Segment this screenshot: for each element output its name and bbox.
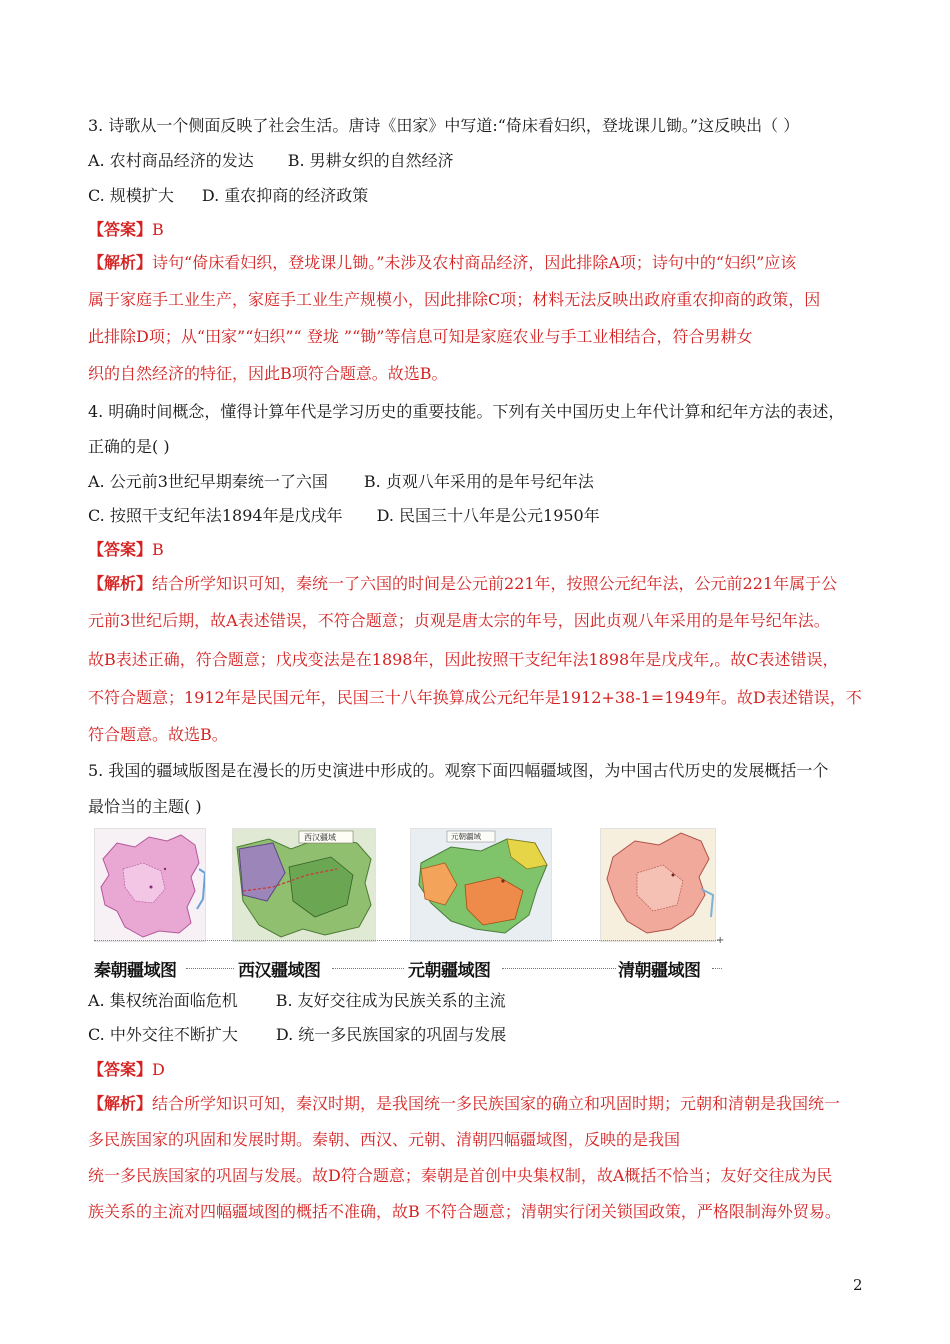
q4-option-b: B. 贞观八年采用的是年号纪年法 xyxy=(363,472,594,491)
caption-dots xyxy=(186,968,234,969)
q5-option-a: A. 集权统治面临危机 xyxy=(88,991,238,1010)
q3-answer xyxy=(88,220,164,240)
qing-territory-map xyxy=(600,828,716,942)
q3-analysis-line-2: 属于家庭手工业生产，家庭手工业生产规模小，因此排除C项；材料无法反映出政府重农抑商的政策，因 xyxy=(88,290,821,309)
map-caption-row xyxy=(94,956,726,980)
q3-analysis-line-1 xyxy=(88,253,796,273)
answer-value: D xyxy=(152,1060,165,1079)
western-han-territory-map xyxy=(232,828,376,942)
answer-tag: 【答案】 xyxy=(88,1060,153,1079)
q5-stem-line-1: 5. 我国的疆域版图是在漫长的历史演进中形成的。观察下面四幅疆域图，为中国古代历史的发展概括一个 xyxy=(88,761,829,780)
q3-option-d: D. 重农抑商的经济政策 xyxy=(201,186,369,205)
q4-options-cd xyxy=(88,506,600,526)
q4-option-c: C. 按照干支纪年法1894年是戊戌年 xyxy=(88,506,343,525)
q4-stem-line-1: 4. 明确时间概念，懂得计算年代是学习历史的重要技能。下列有关中国历史上年代计算和纪年方法的表述， xyxy=(88,402,845,421)
answer-value: B xyxy=(152,540,164,559)
q5-answer xyxy=(88,1060,165,1080)
caption-qin: 秦朝疆域图 xyxy=(94,961,177,981)
q4-analysis-line-5: 符合题意。故选B。 xyxy=(88,725,228,744)
analysis-text: 诗句“倚床看妇织，登垅课儿锄。”未涉及农村商品经济，因此排除A项；诗句中的“妇织”应该 xyxy=(152,253,797,272)
qin-territory-map xyxy=(94,828,206,942)
q4-answer xyxy=(88,540,164,560)
q3-options-cd xyxy=(88,186,368,206)
caption-yuan: 元朝疆域图 xyxy=(408,961,491,981)
q5-option-d: D. 统一多民族国家的巩固与发展 xyxy=(275,1025,507,1044)
caption-qing: 清朝疆域图 xyxy=(618,961,701,981)
baseline-end-mark: + xyxy=(716,935,725,946)
yuan-map-inset-title: 元朝疆域 xyxy=(451,832,481,841)
caption-dots xyxy=(712,968,722,969)
analysis-tag: 【解析】 xyxy=(88,253,153,272)
caption-dots xyxy=(502,968,616,969)
maps-baseline xyxy=(94,940,720,941)
q3-stem: 3. 诗歌从一个侧面反映了社会生活。唐诗《田家》中写道:“倚床看妇织，登垅课儿锄。”这反映出（ ） xyxy=(88,116,800,135)
q4-stem-line-2: 正确的是( ) xyxy=(88,437,170,456)
q4-analysis-line-3: 故B表述正确，符合题意；戊戌变法是在1898年，因此按照干支纪年法1898年是戊戌年,。故C表述错误， xyxy=(88,650,839,669)
q3-analysis-line-4: 织的自然经济的特征，因此B项符合题意。故选B。 xyxy=(88,364,448,383)
q3-options-ab xyxy=(88,151,454,171)
han-map-inset-title: 西汉疆域 xyxy=(304,833,336,842)
q4-analysis-line-1 xyxy=(88,574,837,594)
q4-option-a: A. 公元前3世纪早期秦统一了六国 xyxy=(88,472,328,491)
q5-option-c: C. 中外交往不断扩大 xyxy=(88,1025,238,1044)
yuan-territory-map xyxy=(410,828,552,942)
page-number: 2 xyxy=(853,1276,863,1294)
q5-analysis-line-4: 族关系的主流对四幅疆域图的概括不准确，故B 不符合题意；清朝实行闭关锁国政策，严格限制海外贸易。 xyxy=(88,1202,841,1221)
q5-option-b: B. 友好交往成为民族关系的主流 xyxy=(275,991,506,1010)
q5-analysis-line-1 xyxy=(88,1094,840,1114)
q4-option-d: D. 民国三十八年是公元1950年 xyxy=(376,506,600,525)
analysis-tag: 【解析】 xyxy=(88,574,153,593)
answer-tag: 【答案】 xyxy=(88,220,153,239)
q3-analysis-line-3: 此排除D项；从“田家”“妇织”“ 登垅 ”“锄”等信息可知是家庭农业与手工业相结合，符合男耕女 xyxy=(88,327,753,346)
q4-options-ab xyxy=(88,472,594,492)
q4-analysis-line-2: 元前3世纪后期，故A表述错误，不符合题意；贞观是唐太宗的年号，因此贞观八年采用的是年号纪年法。 xyxy=(88,611,830,630)
q3-option-a: A. 农村商品经济的发达 xyxy=(88,151,254,170)
analysis-tag: 【解析】 xyxy=(88,1094,153,1113)
q5-analysis-line-2: 多民族国家的巩固和发展时期。秦朝、西汉、元朝、清朝四幅疆域图，反映的是我国 xyxy=(88,1130,681,1149)
answer-tag: 【答案】 xyxy=(88,540,153,559)
q5-options-ab xyxy=(88,991,506,1011)
analysis-text: 结合所学知识可知，秦统一了六国的时间是公元前221年，按照公元纪年法，公元前221年属于公 xyxy=(152,574,838,593)
q5-options-cd xyxy=(88,1025,506,1045)
caption-dots xyxy=(332,968,404,969)
analysis-text: 结合所学知识可知，秦汉时期，是我国统一多民族国家的确立和巩固时期；元朝和清朝是我国统一 xyxy=(152,1094,841,1113)
q4-analysis-line-4: 不符合题意；1912年是民国元年，民国三十八年换算成公元纪年是1912+38-1=1949年。故D表述错误，不 xyxy=(88,688,862,707)
answer-value: B xyxy=(152,220,164,239)
q5-analysis-line-3: 统一多民族国家的巩固与发展。故D符合题意；秦朝是首创中央集权制，故A概括不恰当；友好交往成为民 xyxy=(88,1166,833,1185)
q3-option-c: C. 规模扩大 xyxy=(88,186,174,205)
q5-stem-line-2: 最恰当的主题( ) xyxy=(88,797,202,816)
caption-western-han: 西汉疆域图 xyxy=(238,961,321,981)
q3-option-b: B. 男耕女织的自然经济 xyxy=(287,151,454,170)
